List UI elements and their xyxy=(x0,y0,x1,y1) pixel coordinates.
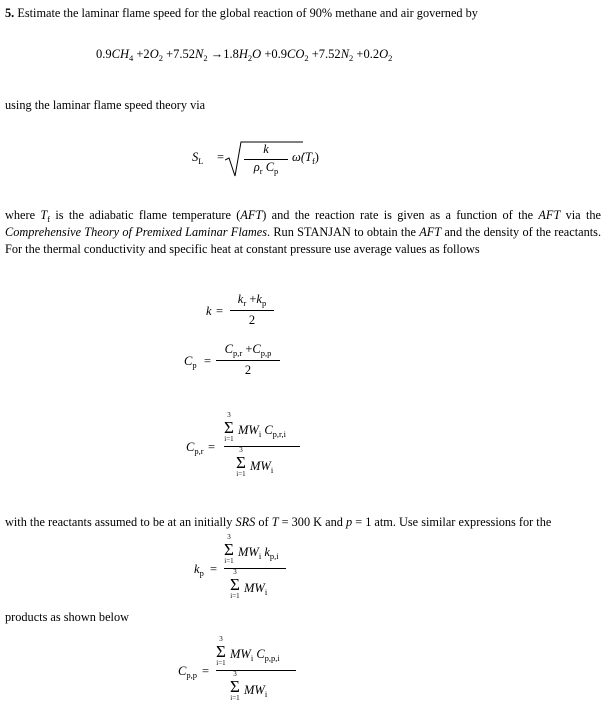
problem-statement xyxy=(5,5,478,22)
cpr-equation: $C_{p,r}$ = 3 Σ i=1 $MW_i$ $C_{p,r,i}$ 3 Σ i=1 $MW_i$ xyxy=(186,412,306,487)
problem-number: 5. xyxy=(5,6,15,20)
aft-paragraph: where $T_f$ is the adiabatic flame temperature (AFT) and the reaction rate is given as a function of the AFT via the Comprehensive Theory of Premixed Laminar Flames. Run STANJAN to obtain the AFT and the density of the reactants. For the thermal conductivity and specific heat at constant pressure use average values as follows xyxy=(5,208,602,256)
products-text: products as shown below xyxy=(5,610,129,624)
kp-equation: $k_p$ = 3 Σ i=1 $MW_i$ $k_{p,i}$ 3 Σ i=1 $MW_i$ xyxy=(194,534,304,609)
problem-intro: Estimate the laminar flame speed for the global reaction of 90% methane and air governed by xyxy=(17,6,478,20)
cpp-equation: $C_{p,p}$ = 3 Σ i=1 $MW_i$ $C_{p,p,i}$ 3 Σ i=1 $MW_i$ xyxy=(178,634,308,714)
reaction-arrow: → xyxy=(210,47,224,61)
reactants-conditions-text: with the reactants assumed to be at an initially SRS of T = 300 K and p = 1 atm. Use similar expressions for the xyxy=(5,515,552,529)
reaction-equation: $0.9CH_4 +2O_2 +7.52N_2 \to 1.8H_2O +0.9CO_2 +7.52N_2 +0.2O_2$ xyxy=(96,47,393,63)
using-text: using the laminar flame speed theory via xyxy=(5,98,206,112)
cp-average-equation: $C_p$ = $C_{p,r} +C_{p,p}$ 2 xyxy=(184,342,294,382)
k-average-equation: k = $k_r +k_p$ 2 xyxy=(206,292,296,332)
